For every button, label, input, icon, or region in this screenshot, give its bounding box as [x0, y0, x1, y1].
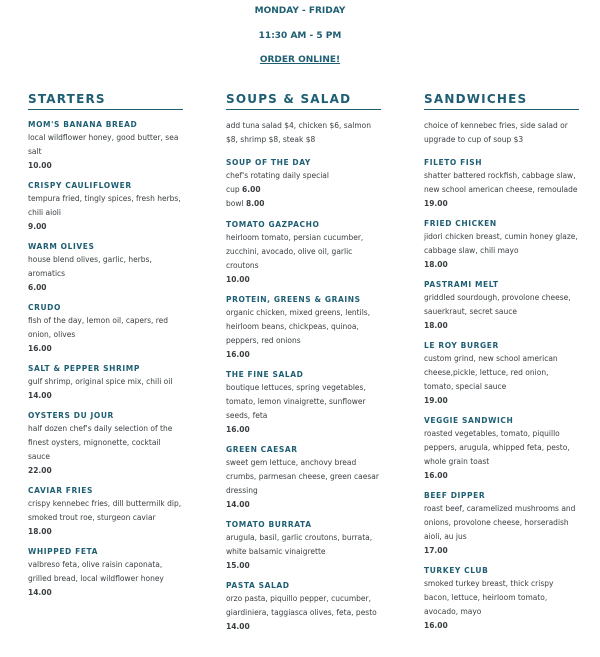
bowl-price: 8.00 [245, 199, 265, 208]
menu-item [424, 218, 579, 271]
item-name: FILETO FISH [424, 158, 483, 167]
item-name: CRISPY CAULIFLOWER [28, 181, 132, 190]
item-name: CRUDO [28, 303, 61, 312]
menu-item [28, 302, 183, 355]
item-desc: custom grind, new school american cheese,pickle, lettuce, red onion, tomato, special sauce [424, 354, 558, 391]
item-desc: valbreso feta, olive raisin caponata, grilled bread, local wildflower honey [28, 560, 164, 583]
item-desc: roast beef, caramelized mushrooms and onions, provolone cheese, horseradish aioli, au jus [424, 504, 576, 541]
item-price: 18.00 [28, 527, 52, 536]
item-price: 16.00 [424, 621, 448, 630]
item-desc: house blend olives, garlic, herbs, aromatics [28, 255, 152, 278]
item-desc: organic chicken, mixed greens, lentils, heirloom beans, chickpeas, quinoa, peppers, red onions [226, 308, 371, 345]
item-price: 10.00 [226, 275, 250, 284]
sandwiches-side-note: choice of kennebec fries, side salad or upgrade to cup of soup $3 [424, 121, 568, 144]
item-name: TOMATO GAZPACHO [226, 220, 320, 229]
item-desc: griddled sourdough, provolone cheese, sauerkraut, secret sauce [424, 293, 571, 316]
bowl-label: bowl [226, 199, 244, 208]
item-desc: fish of the day, lemon oil, capers, red onion, olives [28, 316, 169, 339]
item-desc: half dozen chef's daily selection of the finest oysters, mignonette, cocktail sauce [28, 424, 173, 461]
menu-item [424, 565, 579, 632]
item-desc: shatter battered rockfish, cabbage slaw, new school american cheese, remoulade [424, 171, 578, 194]
menu-item [28, 180, 183, 233]
sandwiches-section [424, 92, 579, 640]
soups-section [226, 92, 381, 641]
menu-item [424, 415, 579, 482]
section-title-soups: SOUPS & SALAD [226, 92, 381, 110]
item-desc: orzo pasta, piquillo pepper, cucumber, giardiniera, taggiasca olives, feta, pesto [226, 594, 377, 617]
item-price: 19.00 [424, 396, 448, 405]
item-price: 19.00 [424, 199, 448, 208]
menu-item [28, 485, 183, 538]
item-desc: roasted vegetables, tomato, piquillo peppers, arugula, whipped feta, pesto, whole grain toast [424, 429, 570, 466]
section-title-sandwiches: SANDWICHES [424, 92, 579, 110]
menu-item [226, 219, 381, 286]
item-name: PASTA SALAD [226, 581, 290, 590]
menu-item [226, 580, 381, 633]
bowl-price-line [226, 197, 381, 211]
menu-item [28, 363, 183, 402]
menu-item [226, 519, 381, 572]
item-price: 16.00 [424, 471, 448, 480]
item-desc: sweet gem lettuce, anchovy bread crumbs, parmesan cheese, green caesar dressing [226, 458, 379, 495]
sandwiches-list [424, 157, 579, 632]
item-name: GREEN CAESAR [226, 445, 298, 454]
item-price: 16.00 [226, 350, 250, 359]
item-price: 10.00 [28, 161, 52, 170]
item-price: 16.00 [226, 425, 250, 434]
starters-section [28, 92, 183, 607]
item-desc: jidori chicken breast, cumin honey glaze, cabbage slaw, chili mayo [424, 232, 578, 255]
menu-item [226, 444, 381, 511]
item-desc: chef's rotating daily special [226, 171, 329, 180]
item-desc: boutique lettuces, spring vegetables, tomato, lemon vinaigrette, sunflower seeds, feta [226, 383, 366, 420]
menu-item [226, 157, 381, 211]
item-price: 15.00 [226, 561, 250, 570]
item-name: WHIPPED FETA [28, 547, 99, 556]
cup-label: cup [226, 185, 240, 194]
section-title-starters: STARTERS [28, 92, 183, 110]
item-name: MOM'S BANANA BREAD [28, 120, 138, 129]
item-name: PROTEIN, GREENS & GRAINS [226, 295, 361, 304]
item-desc: local wildflower honey, good butter, sea salt [28, 133, 179, 156]
item-price: 22.00 [28, 466, 52, 475]
menu-item [424, 340, 579, 407]
item-desc: gulf shrimp, original spice mix, chili oil [28, 377, 173, 386]
item-name: OYSTERS DU JOUR [28, 411, 114, 420]
item-desc: smoked turkey breast, thick crispy bacon, lettuce, heirloom tomato, avocado, mayo [424, 579, 554, 616]
item-price: 14.00 [28, 588, 52, 597]
item-price: 16.00 [28, 344, 52, 353]
cup-price-line [226, 183, 381, 197]
item-desc: tempura fried, tingly spices, fresh herbs, chili aioli [28, 194, 181, 217]
menu-item [424, 490, 579, 557]
item-price: 14.00 [226, 622, 250, 631]
item-name: LE ROY BURGER [424, 341, 499, 350]
item-price: 18.00 [424, 321, 448, 330]
menu-item [424, 157, 579, 210]
menu-item [28, 241, 183, 294]
item-price: 18.00 [424, 260, 448, 269]
menu-item [226, 294, 381, 361]
item-price: 17.00 [424, 546, 448, 555]
soups-list [226, 219, 381, 633]
item-desc: crispy kennebec fries, dill buttermilk dip, smoked trout roe, sturgeon caviar [28, 499, 182, 522]
item-name: THE FINE SALAD [226, 370, 304, 379]
item-name: BEEF DIPPER [424, 491, 486, 500]
item-price: 6.00 [28, 283, 47, 292]
menu-item [226, 369, 381, 436]
item-desc: heirloom tomato, persian cucumber, zucchini, avocado, olive oil, garlic croutons [226, 233, 364, 270]
menu-days: MONDAY - FRIDAY [254, 6, 346, 16]
order-online-link[interactable]: ORDER ONLINE! [259, 55, 341, 65]
cup-price: 6.00 [242, 185, 261, 194]
item-name: WARM OLIVES [28, 242, 95, 251]
soups-addon-note: add tuna salad $4, chicken $6, salmon $8, shrimp $8, steak $8 [226, 121, 372, 144]
menu-item [424, 279, 579, 332]
menu-item [28, 119, 183, 172]
item-name: CAVIAR FRIES [28, 486, 93, 495]
item-name: SALT & PEPPER SHRIMP [28, 364, 140, 373]
starters-list [28, 119, 183, 599]
item-name: TOMATO BURRATA [226, 520, 312, 529]
item-price: 9.00 [28, 222, 47, 231]
menu-item [28, 546, 183, 599]
item-name: PASTRAMI MELT [424, 280, 499, 289]
menu-item [28, 410, 183, 477]
item-price: 14.00 [226, 500, 250, 509]
item-desc: arugula, basil, garlic croutons, burrata, white balsamic vinaigrette [226, 533, 373, 556]
item-name: SOUP OF THE DAY [226, 158, 311, 167]
menu-hours: 11:30 AM - 5 PM [258, 31, 342, 41]
item-name: VEGGIE SANDWICH [424, 416, 514, 425]
item-name: FRIED CHICKEN [424, 219, 497, 228]
item-price: 14.00 [28, 391, 52, 400]
item-name: TURKEY CLUB [424, 566, 489, 575]
